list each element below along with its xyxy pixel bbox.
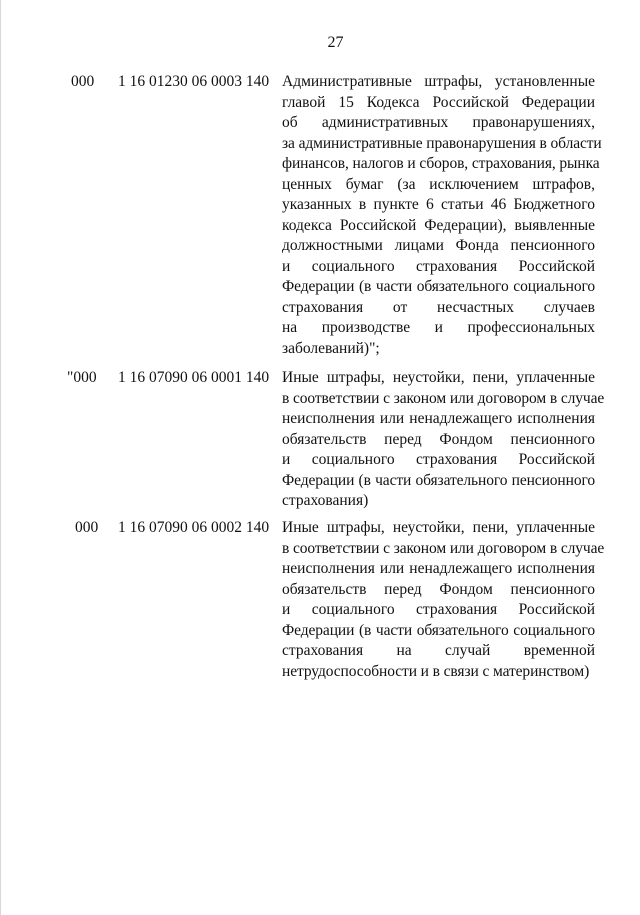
description-line: обязательств перед Фондом пенсионного (282, 430, 595, 448)
description-line: кодекса Российской Федерации), выявленные (282, 216, 595, 234)
entry-description (282, 518, 605, 682)
description-line: главой 15 Кодекса Российской Федерации (282, 93, 595, 111)
description-line: страхования) (282, 492, 369, 509)
description-line: Иные штрафы, неустойки, пени, уплаченные (282, 519, 595, 536)
description-line: в соответствии с законом или договором в случае (282, 539, 605, 557)
description-line: и социального страхования Российской (282, 257, 595, 275)
description-line: Федерации (в части обязательного социального (282, 621, 595, 639)
description-line: и социального страхования Российской (282, 601, 595, 618)
administrator-code: 000 (71, 73, 95, 90)
description-line: должностными лицами Фонда пенсионного (282, 237, 595, 254)
revenue-classification-code: 1 16 07090 06 0002 140 (118, 519, 270, 536)
description-line: в соответствии с законом или договором в случае (282, 389, 605, 407)
description-line: на производстве и профессиональных (282, 319, 595, 336)
description-line: Иные штрафы, неустойки, пени, уплаченные (282, 369, 595, 386)
description-line: нетрудоспособности и в связи с материнством) (282, 662, 590, 680)
description-line: заболеваний)"; (282, 339, 380, 357)
description-line: обязательств перед Фондом пенсионного (282, 580, 595, 598)
revenue-classification-code: 1 16 01230 06 0003 140 (118, 73, 270, 90)
entry-description (282, 368, 605, 512)
description-line: указанных в пункте 6 статьи 46 Бюджетного (282, 196, 595, 213)
administrator-code: "000 (67, 369, 97, 386)
description-line: страхования от несчастных случаев (282, 298, 595, 316)
description-line: за административные правонарушения в области (282, 134, 602, 152)
page-number: 27 (327, 34, 344, 51)
description-line: ценных бумаг (за исключением штрафов, (282, 175, 595, 193)
revenue-classification-code: 1 16 07090 06 0001 140 (118, 369, 270, 386)
description-line: об административных правонарушениях, (282, 114, 595, 131)
administrator-code: 000 (75, 519, 99, 536)
description-line: неисполнения или ненадлежащего исполнения (282, 410, 595, 427)
description-line: финансов, налогов и сборов, страхования, рынка (282, 155, 600, 172)
description-line: Федерации (в части обязательного пенсионного (282, 471, 595, 489)
description-line: неисполнения или ненадлежащего исполнения (282, 560, 595, 577)
entry-description (282, 72, 602, 359)
description-line: Административные штрафы, установленные (282, 73, 595, 90)
description-line: Федерации (в части обязательного социального (282, 278, 595, 295)
description-line: и социального страхования Российской (282, 451, 595, 468)
description-line: страхования на случай временной (282, 642, 595, 659)
